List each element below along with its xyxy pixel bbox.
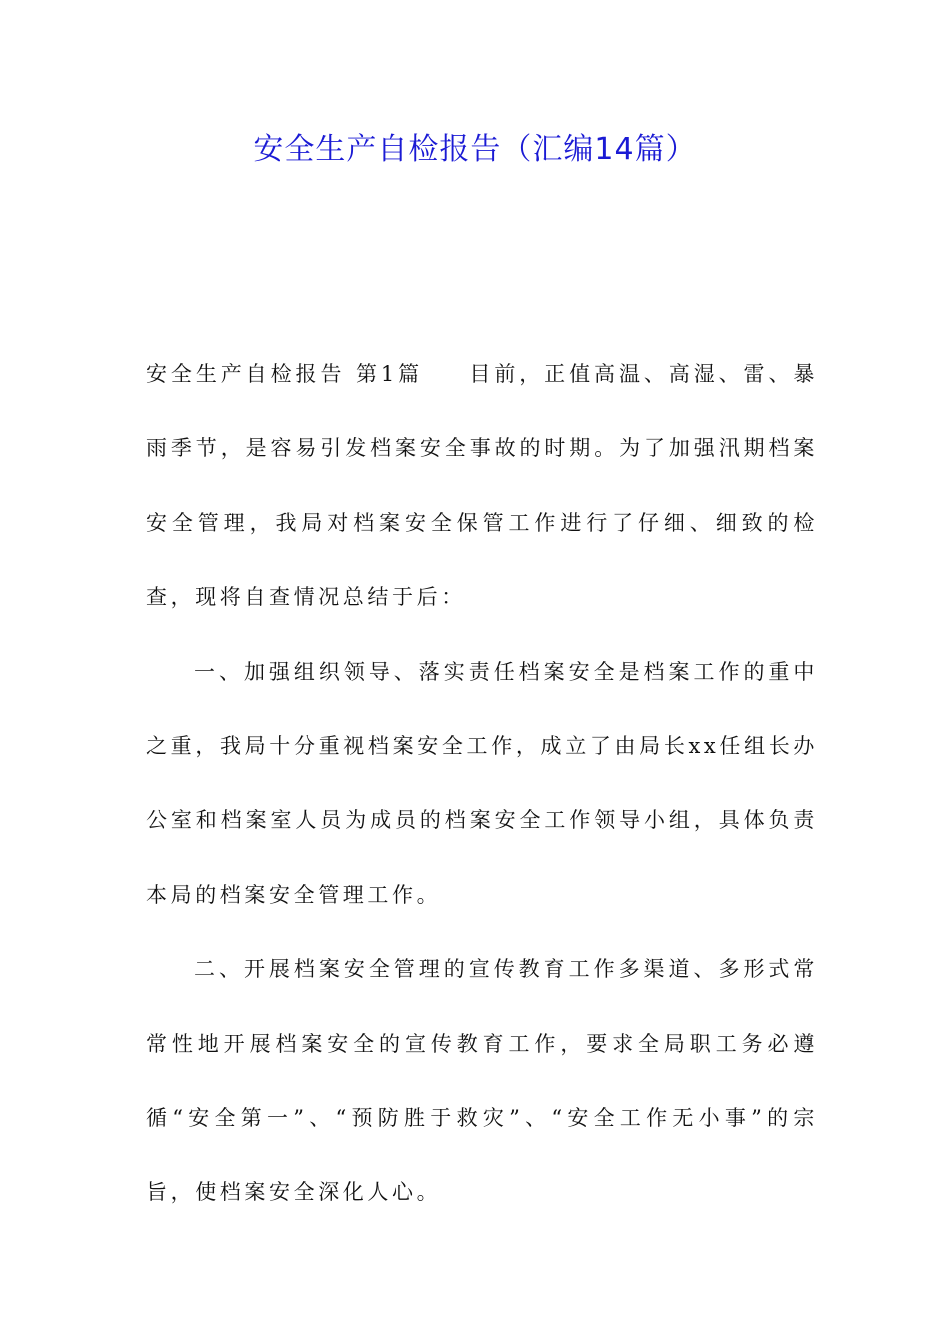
paragraph-intro xyxy=(146,337,818,635)
paragraph-text: 目前，正值高温、高湿、雷、暴雨季节，是容易引发档案安全事故的时期。为了加强汛期档案安全管理，我局对档案安全保管工作进行了仔细、细致的检查，现将自查情况总结于后： xyxy=(146,362,818,610)
paragraph-section-2: 二、开展档案安全管理的宣传教育工作多渠道、多形式常常性地开展档案安全的宣传教育工作，要求全局职工务必遵循“安全第一”、“预防胜于救灾”、“安全工作无小事”的宗旨，使档案安全深化人心。 xyxy=(146,957,818,1205)
document-title: 安全生产自检报告（汇编14篇） xyxy=(253,132,697,167)
section-heading: 安全生产自检报告 第1篇 xyxy=(146,362,424,386)
paragraph-section-1: 一、加强组织领导、落实责任档案安全是档案工作的重中之重，我局十分重视档案安全工作，成立了由局长xx任组长办公室和档案室人员为成员的档案安全工作领导小组，具体负责本局的档案安全管理工作。 xyxy=(146,659,818,907)
document-body xyxy=(146,337,818,1230)
